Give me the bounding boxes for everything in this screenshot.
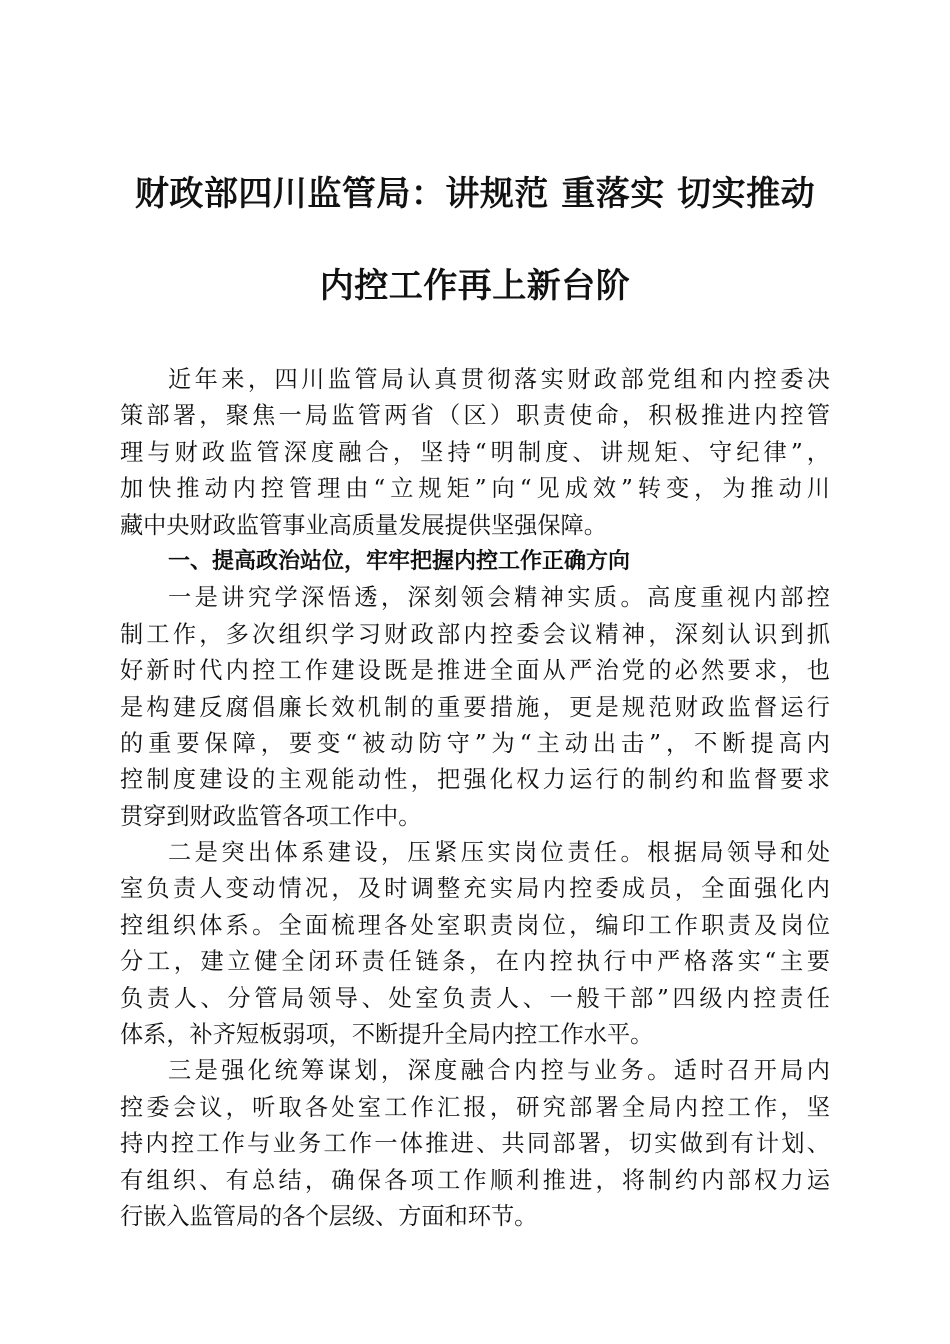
document-body (120, 362, 830, 1235)
paragraph-line: 行嵌入监管局的各个层级、方面和环节。 (120, 1202, 538, 1230)
paragraph-1 (120, 580, 830, 835)
paragraph-3 (120, 1053, 830, 1235)
paragraph-line: 一是讲究学深悟透，深刻领会精神实质。高度重视内部控 (168, 584, 830, 612)
paragraph-line: 体系，补齐短板弱项，不断提升全局内控工作水平。 (120, 1021, 654, 1049)
paragraph-line: 控委会议，听取各处室工作汇报，研究部署全局内控工作，坚 (120, 1093, 830, 1121)
paragraph-line: 贯穿到财政监管各项工作中。 (120, 802, 422, 830)
paragraph-line: 是构建反腐倡廉长效机制的重要措施，更是规范财政监督运行 (120, 693, 830, 721)
paragraph-line: 二是突出体系建设，压紧压实岗位责任。根据局领导和处 (168, 839, 830, 867)
paragraph-line: 室负责人变动情况，及时调整充实局内控委成员，全面强化内 (120, 875, 830, 903)
paragraph-line: 藏中央财政监管事业高质量发展提供坚强保障。 (120, 511, 607, 539)
paragraph-line: 好新时代内控工作建设既是推进全面从严治党的必然要求，也 (120, 657, 830, 685)
paragraph-line: 分工，建立健全闭环责任链条，在内控执行中严格落实“主要 (120, 948, 830, 976)
section-heading: 一、提高政治站位，牢牢把握内控工作正确方向 (168, 548, 631, 574)
intro-paragraph (120, 362, 830, 544)
paragraph-line: 策部署，聚焦一局监管两省（区）职责使命，积极推进内控管 (120, 402, 830, 430)
paragraph-line: 控组织体系。全面梳理各处室职责岗位，编印工作职责及岗位 (120, 911, 830, 939)
paragraph-line: 制工作，多次组织学习财政部内控委会议精神，深刻认识到抓 (120, 620, 830, 648)
paragraph-line: 持内控工作与业务工作一体推进、共同部署，切实做到有计划、 (120, 1130, 830, 1158)
document-title-line-1: 财政部四川监管局：讲规范 重落实 切实推动 (134, 174, 816, 214)
paragraph-line: 负责人、分管局领导、处室负责人、一般干部”四级内控责任 (120, 984, 830, 1012)
paragraph-line: 近年来，四川监管局认真贯彻落实财政部党组和内控委决 (168, 366, 830, 393)
paragraph-line: 有组织、有总结，确保各项工作顺利推进，将制约内部权力运 (120, 1166, 830, 1194)
paragraph-line: 的重要保障，要变“被动防守”为“主动出击”，不断提高内 (120, 729, 830, 757)
paragraph-2 (120, 835, 830, 1053)
document-title-line-2: 内控工作再上新台阶 (319, 266, 631, 306)
paragraph-line: 控制度建设的主观能动性，把强化权力运行的制约和监督要求 (120, 766, 830, 794)
paragraph-line: 加快推动内控管理由“立规矩”向“见成效”转变，为推动川 (120, 475, 830, 503)
paragraph-line: 三是强化统筹谋划，深度融合内控与业务。适时召开局内 (168, 1057, 830, 1085)
paragraph-line: 理与财政监管深度融合，坚持“明制度、讲规矩、守纪律”， (120, 438, 830, 466)
